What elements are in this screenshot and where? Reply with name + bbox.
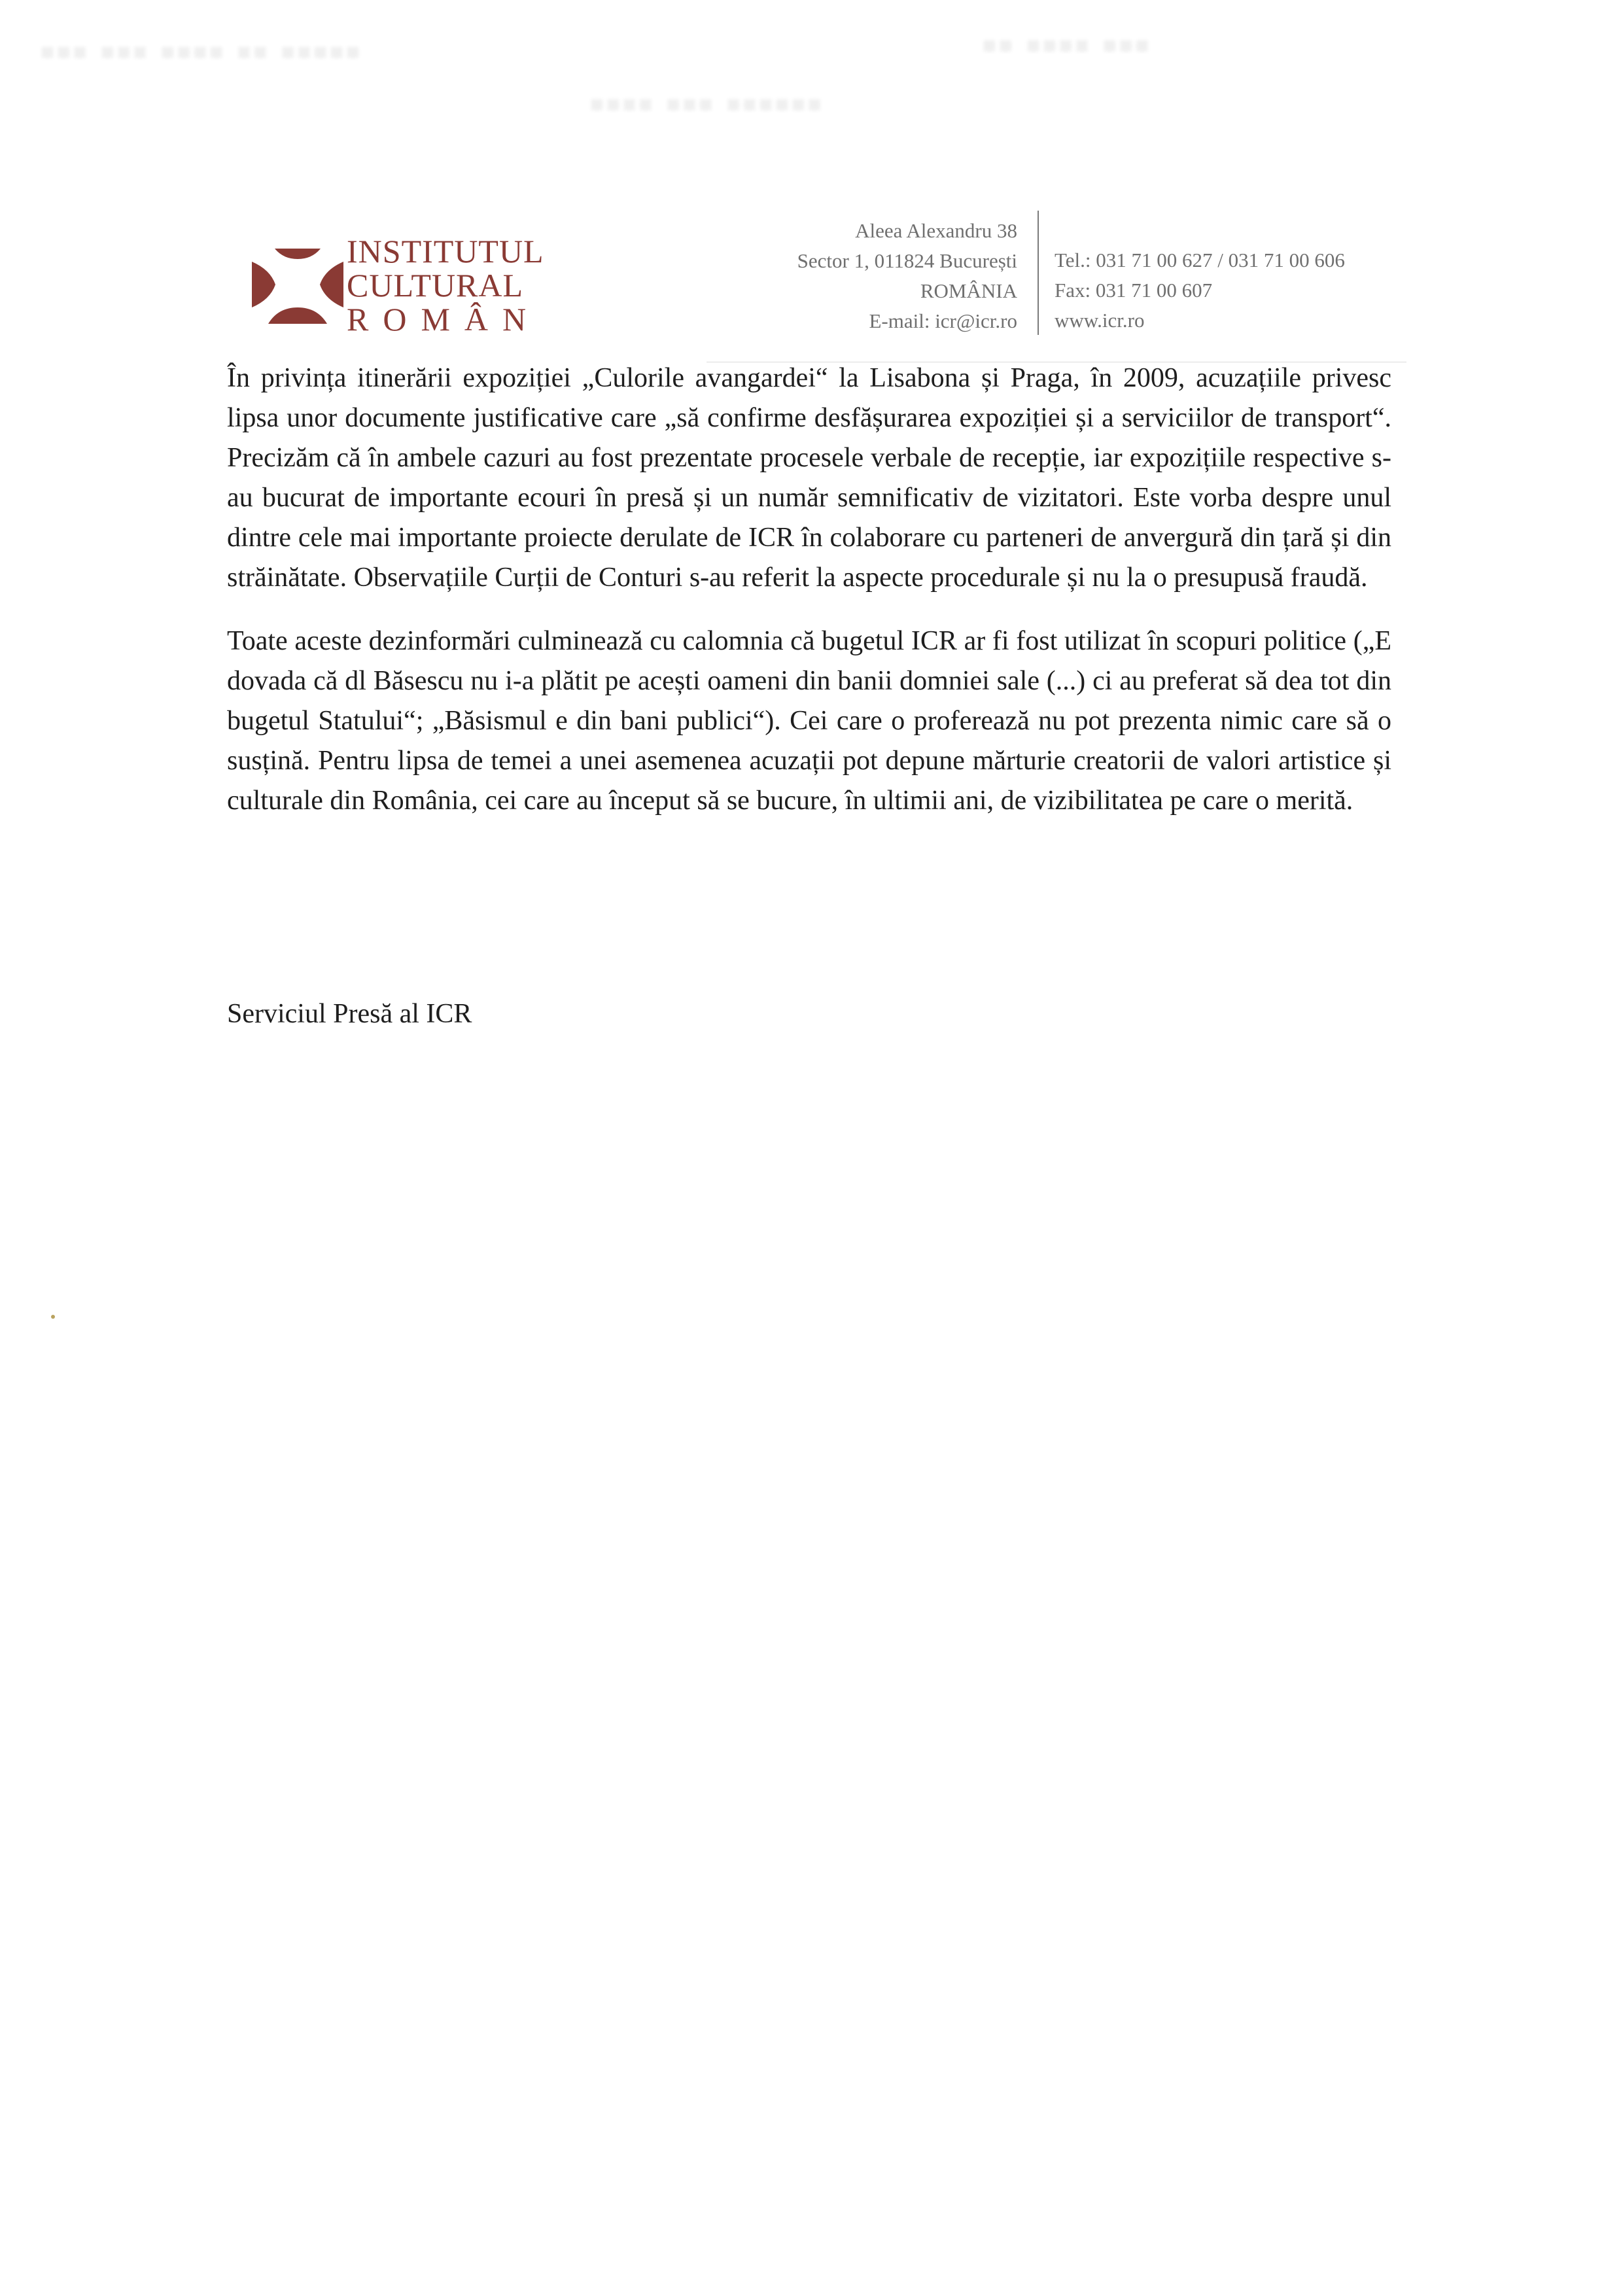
paragraph: În privința itinerării expoziției „Culorile avangardei“ la Lisabona și Praga, în 2009, acuzațiile privesc lipsa unor documente justificative care „să confirme desfășurarea expoziției și a serviciilor de transport“. Precizăm că în ambele cazuri au fost prezentate procesele verbale de recepție, iar expozițiile respective s-au bucurat de importante ecouri în presă și un număr semnificativ de vizitatori. Este vorba despre unul dintre cele mai importante proiecte derulate de ICR în colaborare cu parteneri de anvergură din țară și din străinătate. Observațiile Curții de Conturi s-au referit la aspecte procedurale și nu la o presupusă fraudă. xyxy=(227,363,1391,593)
scan-speck xyxy=(51,1315,55,1319)
scan-bleed-through: ▪▪▪ ▪▪▪ ▪▪▪▪ ▪▪ ▪▪▪▪▪ ▪▪▪▪ ▪▪▪ ▪▪▪▪▪▪ ▪▪ ▪▪▪▪ ▪▪▪ xyxy=(39,20,1151,130)
signature: Serviciul Presă al ICR xyxy=(227,999,472,1029)
contact-phone: Tel.: 031 71 00 627 / 031 71 00 606 xyxy=(1055,249,1345,271)
contact-website: www.icr.ro xyxy=(1055,309,1145,332)
address-email: E-mail: icr@icr.ro xyxy=(869,309,1017,332)
address-street: Aleea Alexandru 38 xyxy=(855,219,1017,242)
org-name xyxy=(347,234,544,336)
icr-logo-icon xyxy=(252,242,343,327)
address-block xyxy=(797,216,1017,336)
org-name-line-3: ROMÂN xyxy=(347,301,541,338)
contact-block xyxy=(1055,245,1345,336)
paragraph: Toate aceste dezinformări culminează cu calomnia că bugetul ICR ar fi fost utilizat în scopuri politice („E dovada că dl Băsescu nu i-a plătit pe acești oameni din banii domniei sale (...) ci au preferat să dea tot din bugetul Statului“; „Băsismul e din bani publici“). Cei care o proferează nu pot prezenta nimic care să o susțină. Pentru lipsa de temei a unei asemenea acuzații pot depune mărturie creatorii de valori artistice și culturale din România, cei care au început să se bucure, în ultimii ani, de vizibilitatea pe care o merită. xyxy=(227,626,1391,816)
address-country: ROMÂNIA xyxy=(920,279,1017,302)
letter-body xyxy=(227,358,1391,844)
letterhead-divider xyxy=(1038,211,1039,335)
contact-fax: Fax: 031 71 00 607 xyxy=(1055,279,1213,302)
org-name-line-2: CULTURAL xyxy=(347,267,524,304)
org-name-line-1: INSTITUTUL xyxy=(347,233,544,270)
address-sector: Sector 1, 011824 București xyxy=(797,249,1017,272)
